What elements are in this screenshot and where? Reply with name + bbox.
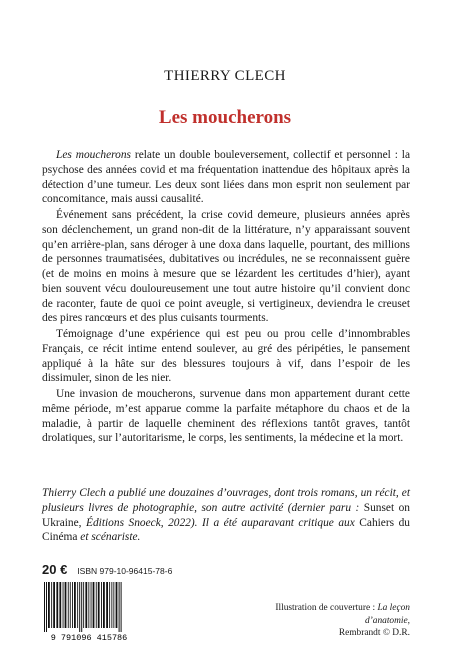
cover-credit <box>240 602 410 640</box>
barcode-bar <box>70 582 71 628</box>
paragraph-text: Événement sans précédent, la crise covid demeure, plusieurs années après son déclenchement, un grand non-dit de la littérature, n’y apparaissant souvent qu’en arrière-plan, sans déroger à une doxa dans laquelle, pourtant, des millions de personnes traumatisées, dubitatives ou incrédules, ne se reconnaissent guère (et de moins en moins à mesure que se lézardent les certitudes d’hier), ayant bien souvent vécu douloureusement une tout autre histoire qu’il convient donc de raconter, faute de quoi ce point aveugle, si vertigineux, deviendra le creuset des pires rancœurs et des plus cuisants tourments. <box>42 209 410 325</box>
barcode-bar <box>72 582 73 628</box>
bio-magazine: Cahiers du Cinéma <box>42 516 410 544</box>
credit-prefix: Illustration de couverture : <box>275 603 378 613</box>
bio-book-title: Sunset on Ukraine, <box>42 501 410 529</box>
barcode-bar <box>116 582 118 628</box>
price-row <box>42 562 172 577</box>
paragraph <box>42 387 410 446</box>
barcode-bar <box>96 582 97 628</box>
barcode-bar <box>68 582 69 628</box>
barcode-digits: 9 791096 415786 <box>50 633 128 642</box>
barcode-bar <box>74 582 76 628</box>
credit-work: La leçon d’anatomie <box>364 603 410 626</box>
paragraph <box>42 327 410 386</box>
paragraph <box>42 208 410 326</box>
barcode-bar <box>109 582 110 628</box>
barcode-bar <box>81 582 82 632</box>
bio-text: Éditions Snoeck, 2022). Il a été auparavant critique aux <box>86 516 360 529</box>
price: 20 € <box>42 562 68 577</box>
barcode-bar <box>121 582 122 632</box>
barcode-bar <box>101 582 102 628</box>
barcode-bar <box>111 582 112 628</box>
barcode-bar <box>113 582 114 628</box>
barcode-bar <box>98 582 100 628</box>
barcode <box>36 580 142 642</box>
barcode-bar <box>119 582 120 632</box>
barcode-bar <box>91 582 92 628</box>
credit-suffix: , <box>407 615 410 626</box>
paragraph-text: Une invasion de moucherons, survenue dans mon appartement durant cette même période, m’est apparue comme la parfaite métaphore du chaos et de la maladie, à partir de laquelle cheminent des réflexions tantôt graves, tantôt drolatiques, sur l’autoritarisme, le corps, les sentiments, la médecine et la mort. <box>42 388 410 445</box>
author-bio <box>42 486 410 545</box>
paragraph-text: Témoignage d’une expérience qui est peu ou prou celle d’innombrables Français, ce récit intime entend soulever, au gré des péripéties, le pansement appliqué à la hâte sur des blessures toujours à vif, dans l’espoir de les dissimuler, sinon de les nier. <box>42 328 410 385</box>
barcode-bar <box>77 582 78 628</box>
paragraph <box>42 148 410 207</box>
paragraph-lead: Les moucherons <box>56 149 131 161</box>
book-title: Les moucherons <box>158 107 292 128</box>
credit-line-2: Rembrandt © D.R. <box>338 628 410 638</box>
bio-text: et scénariste. <box>77 531 141 544</box>
credit-line-1 <box>240 602 410 627</box>
barcode-bar <box>83 582 84 628</box>
barcode-bar <box>53 582 55 628</box>
barcode-bar <box>106 582 108 628</box>
barcode-bar <box>44 582 45 632</box>
author-name: THIERRY CLECH <box>164 68 286 84</box>
barcode-bar <box>93 582 95 628</box>
barcode-bar <box>65 582 67 628</box>
bio-text: Thierry Clech a publié une douzaines d’ouvrages, dont trois romans, un récit, et plusieurs livres de photographie, son autre activité (dernier paru : <box>42 487 410 514</box>
barcode-bars <box>44 582 122 632</box>
paragraph-text: relate un double bouleversement, collectif et personnel : la psychose des années covid et ma fréquentation inattendue des hôpitaux après la détection d’une tumeur. Les deux sont liées dans mon esprit non seulement par concomitance, mais aussi causalité. <box>42 149 410 206</box>
barcode-bar <box>51 582 52 628</box>
barcode-bar <box>56 582 58 628</box>
barcode-bar <box>48 582 50 628</box>
isbn: ISBN 979-10-96415-78-6 <box>77 566 173 576</box>
synopsis <box>42 148 410 446</box>
barcode-bar <box>59 582 61 628</box>
barcode-bar <box>79 582 80 632</box>
barcode-bar <box>103 582 105 628</box>
barcode-bar <box>63 582 64 628</box>
barcode-bar <box>46 582 47 632</box>
barcode-bar <box>88 582 89 628</box>
barcode-bar <box>85 582 87 628</box>
